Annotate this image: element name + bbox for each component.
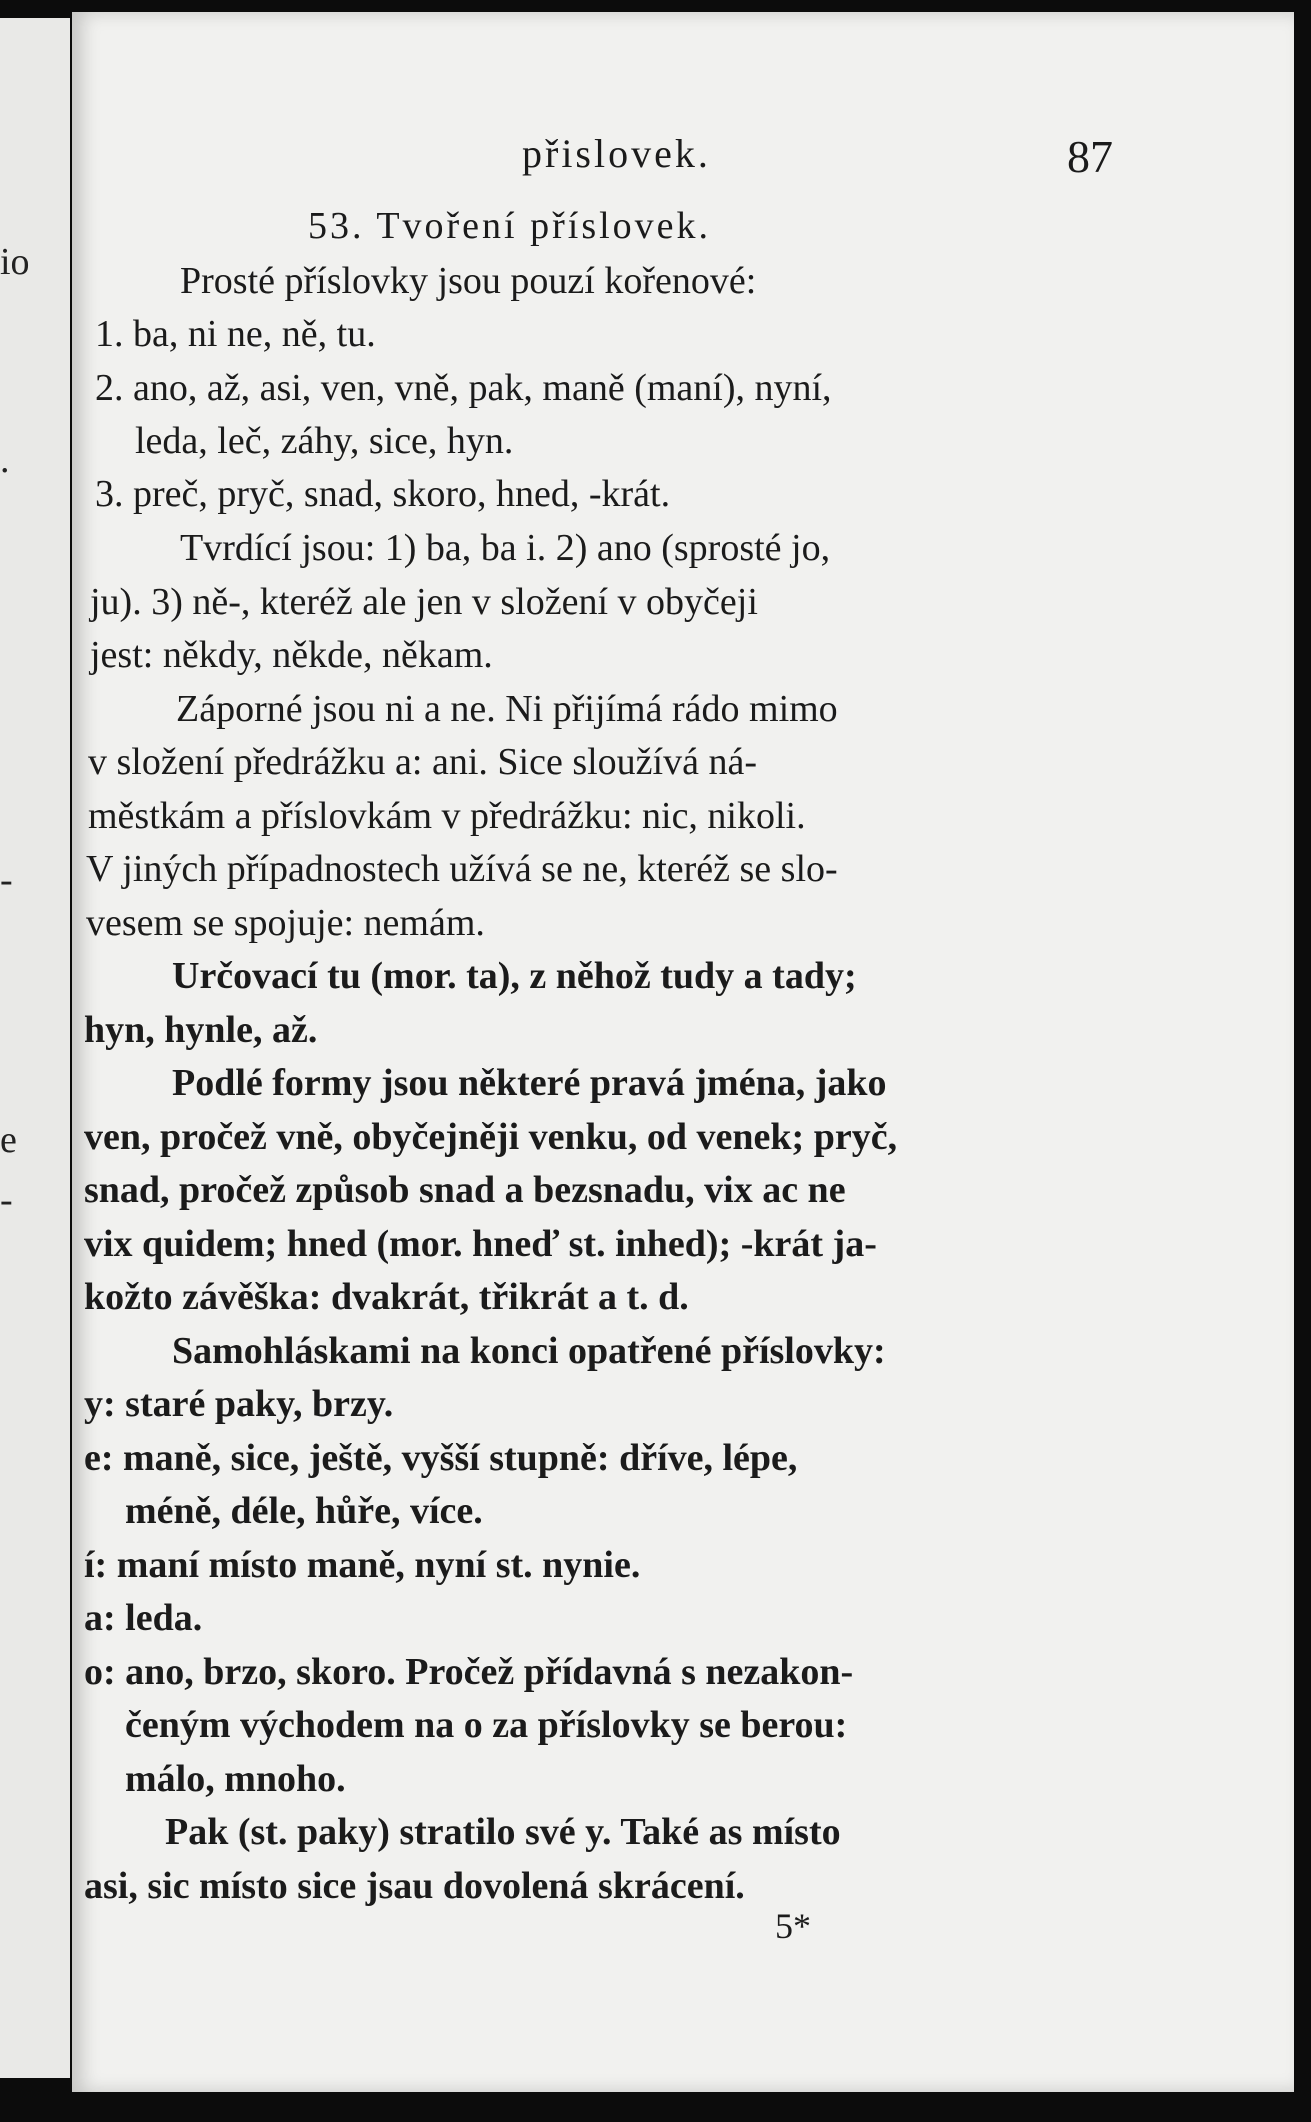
text-line: čeným východem na o za příslovky se berou:	[125, 1704, 848, 1746]
text-line: e: maně, sice, ještě, vyšší stupně: dříve, lépe,	[84, 1437, 798, 1479]
text-line: hyn, hynle, až.	[84, 1009, 318, 1051]
section-heading: 53. Tvoření příslovek.	[308, 205, 712, 247]
page-number: 87	[1067, 131, 1113, 182]
list-item: 2. ano, až, asi, ven, vně, pak, maně (maní), nyní,	[95, 367, 832, 409]
text-line: Prosté příslovky jsou pouzí kořenové:	[180, 260, 757, 302]
text-line: ven, pročež vně, obyčejněji venku, od venek; pryč,	[84, 1116, 898, 1158]
text-line: o: ano, brzo, skoro. Pročež přídavná s nezakon-	[84, 1651, 854, 1693]
text-line: Záporné jsou ni a ne. Ni přijímá rádo mimo	[176, 688, 838, 730]
signature-mark: 5*	[775, 1906, 811, 1946]
text-line: městkám a příslovkám v předrážku: nic, nikoli.	[88, 795, 806, 837]
text-line: Samohláskami na konci opatřené příslovky:	[172, 1330, 886, 1372]
text-line: vix quidem; hned (mor. hneď st. inhed); -krát ja-	[84, 1223, 877, 1265]
prev-page-fragment: e	[0, 1119, 17, 1161]
text-line: y: staré paky, brzy.	[84, 1383, 394, 1425]
text-line: vesem se spojuje: nemám.	[86, 902, 485, 944]
prev-page-fragment: .	[0, 439, 10, 481]
prev-page-fragment: io	[0, 241, 30, 283]
text-line: méně, déle, hůře, více.	[125, 1490, 483, 1532]
list-item: 3. preč, pryč, snad, skoro, hned, -krát.	[95, 473, 671, 515]
text-line: V jiných případnostech užívá se ne, kteréž se slo-	[86, 848, 838, 890]
prev-page-fragment: -	[0, 859, 13, 901]
text-line: Určovací tu (mor. ta), z něhož tudy a tady;	[172, 955, 857, 997]
text-line: jest: někdy, někde, někam.	[90, 634, 493, 676]
text-line: snad, pročež způsob snad a bezsnadu, vix ac ne	[84, 1169, 846, 1211]
text-line: málo, mnoho.	[125, 1758, 346, 1800]
previous-page-edge	[0, 18, 70, 2078]
text-line: leda, leč, záhy, sice, hyn.	[135, 420, 514, 462]
text-line: asi, sic místo sice jsau dovolená skrácení.	[84, 1865, 745, 1907]
running-head: přislovek.	[522, 131, 711, 176]
list-item: 1. ba, ni ne, ně, tu.	[95, 313, 376, 355]
prev-page-fragment: -	[0, 1179, 13, 1221]
text-line: a: leda.	[84, 1597, 203, 1639]
text-line: Podlé formy jsou některé pravá jména, jako	[172, 1062, 887, 1104]
text-line: Pak (st. paky) stratilo své y. Také as místo	[165, 1811, 841, 1853]
text-line: Tvrdící jsou: 1) ba, ba i. 2) ano (sprosté jo,	[180, 527, 831, 569]
text-line: kožto závěška: dvakrát, třikrát a t. d.	[84, 1276, 689, 1318]
text-line: v složení předrážku a: ani. Sice sloužívá ná-	[88, 741, 757, 783]
text-line: í: maní místo maně, nyní st. nynie.	[84, 1544, 641, 1586]
text-line: ju). 3) ně-, kteréž ale jen v složení v obyčeji	[90, 581, 758, 623]
